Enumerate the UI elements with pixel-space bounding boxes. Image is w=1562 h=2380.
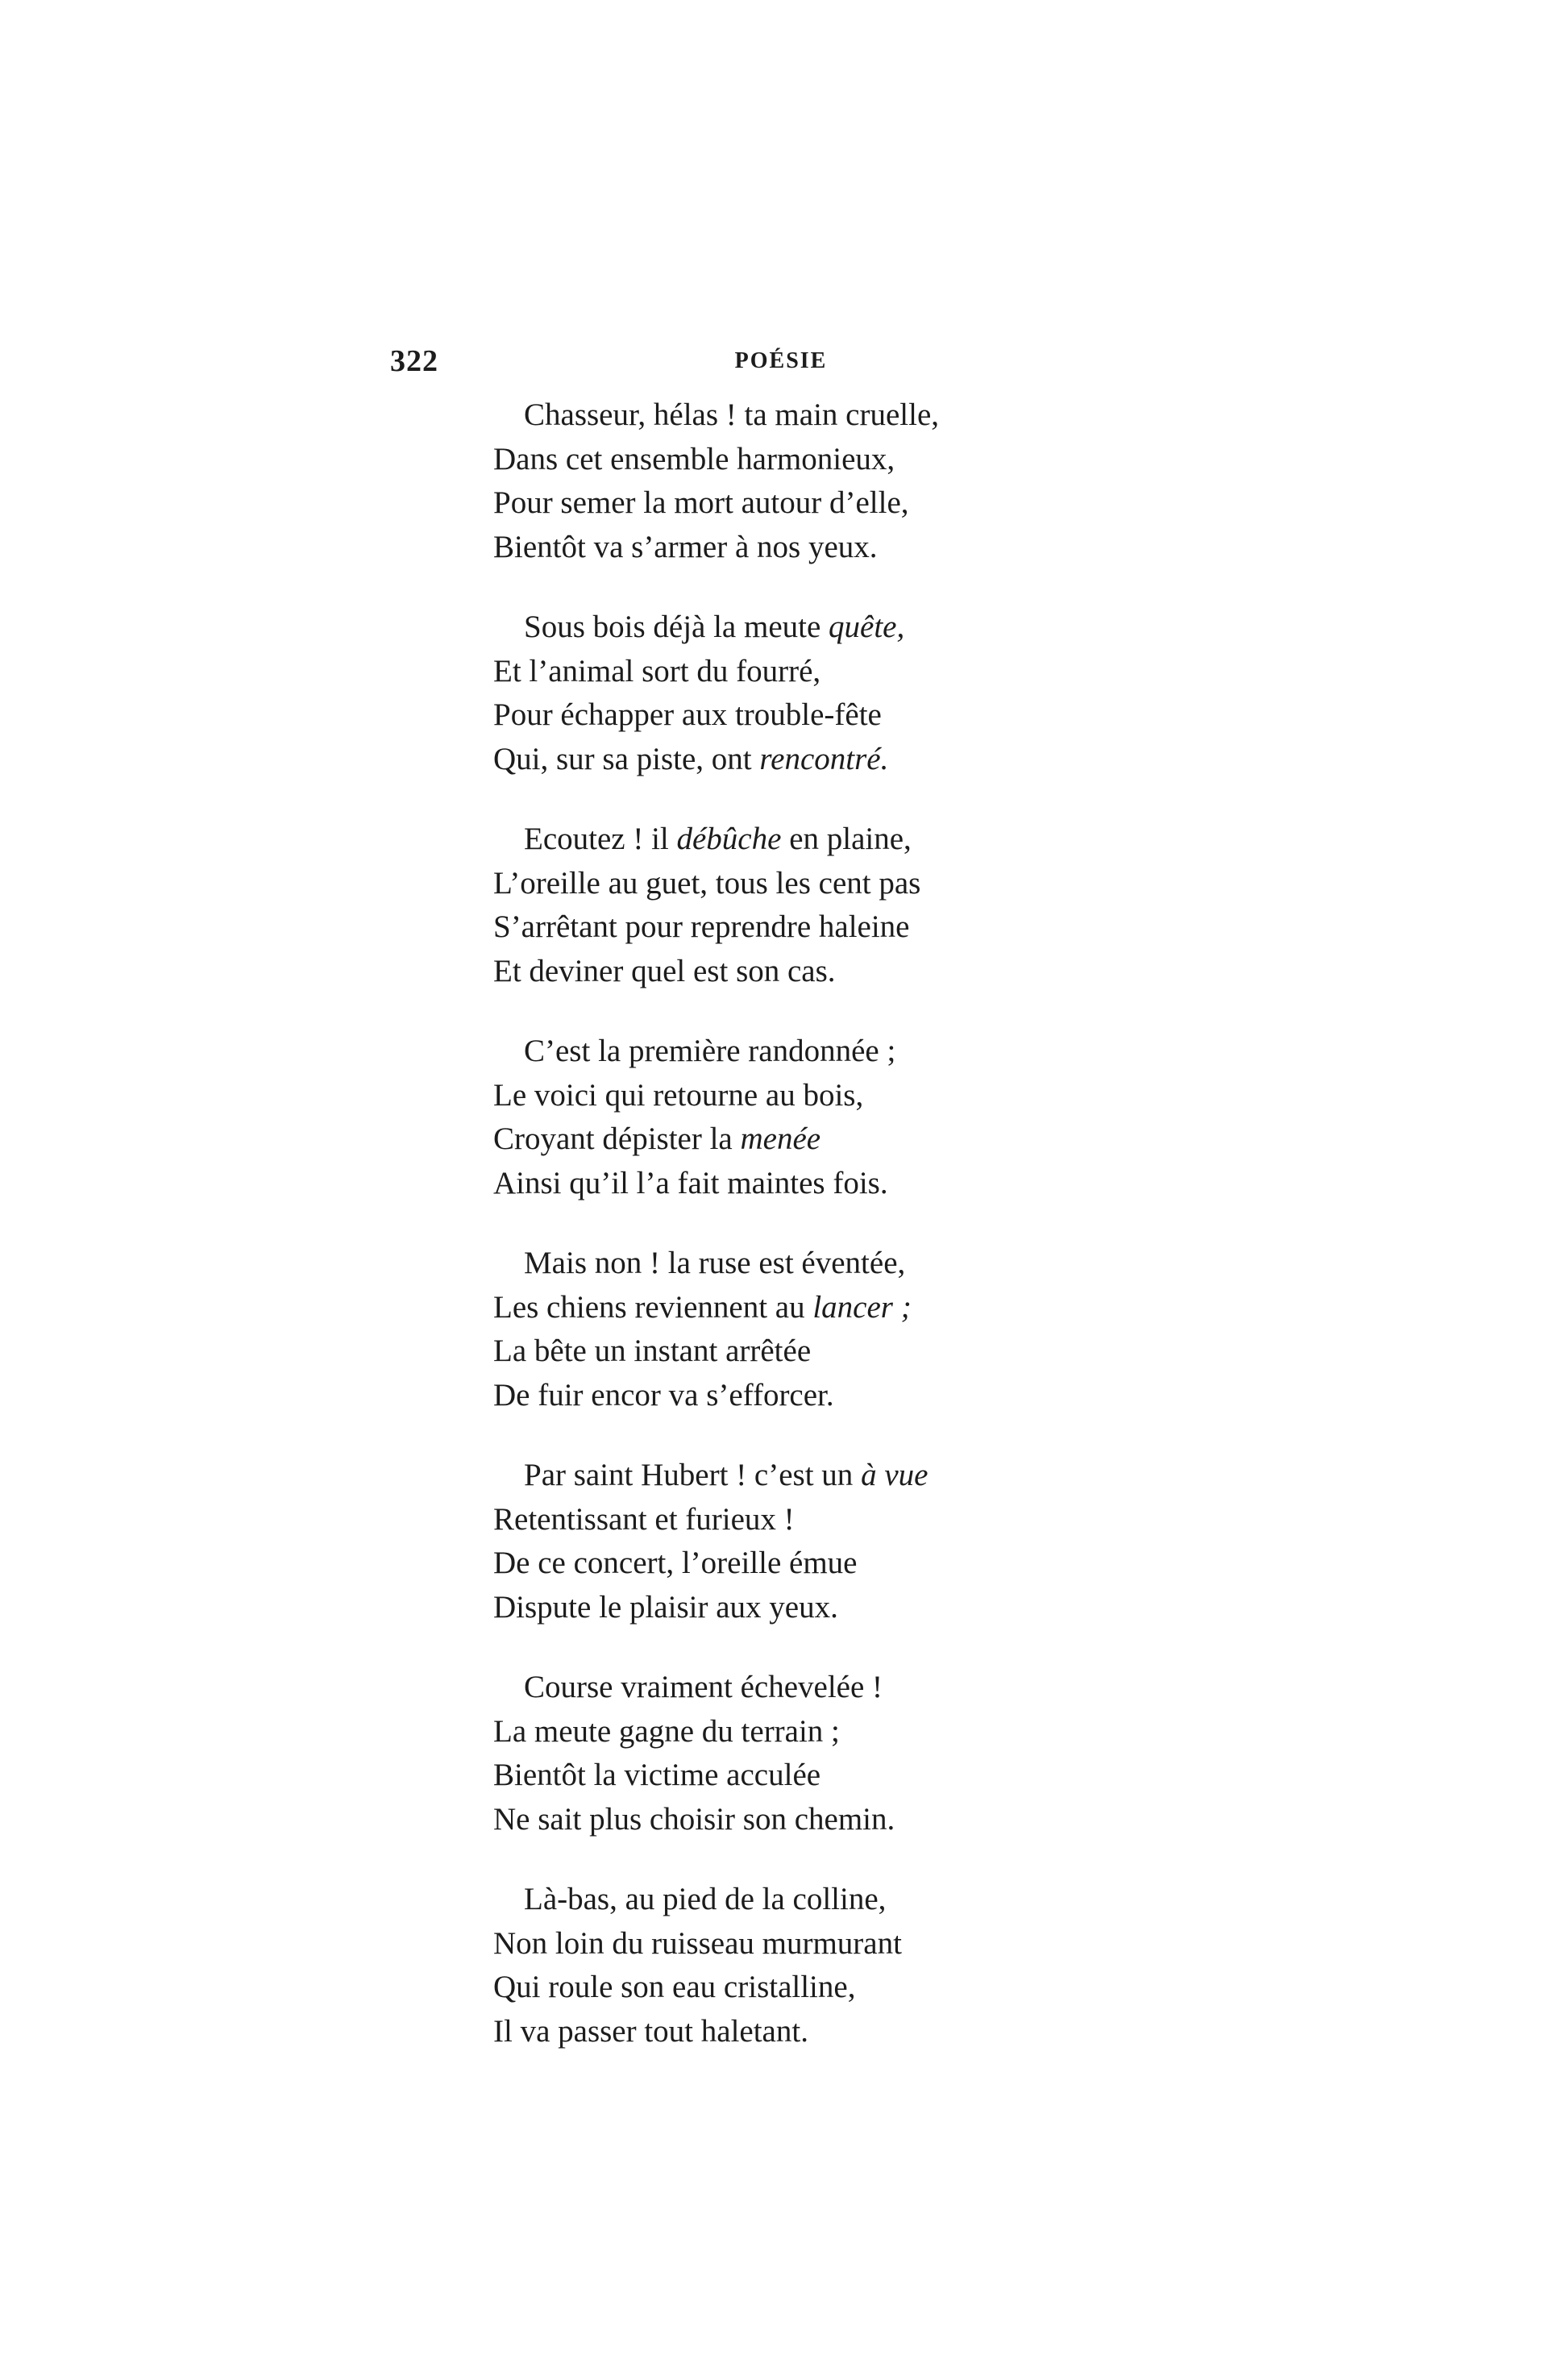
- verse-line: [493, 605, 1154, 650]
- verse-line: Bientôt va s’armer à nos yeux.: [493, 529, 878, 564]
- verse-line: [493, 1117, 1154, 1162]
- verse-line: L’oreille au guet, tous les cent pas: [493, 865, 921, 901]
- verse-line: Course vraiment échevelée !: [524, 1670, 883, 1704]
- running-title: POÉSIE: [734, 348, 828, 373]
- verse-line: Dans cet ensemble harmonieux,: [493, 441, 895, 476]
- verse-line: Mais non ! la ruse est éventée,: [524, 1246, 906, 1280]
- verse-line: Non loin du ruisseau murmurant: [493, 1925, 902, 1961]
- verse-text: Qui, sur sa piste, ont: [493, 741, 760, 776]
- verse-line: La meute gagne du terrain ;: [493, 1713, 840, 1749]
- stanza-5: [493, 1242, 1154, 1417]
- verse-line: De ce concert, l’oreille émue: [493, 1546, 858, 1580]
- stanza-1: [493, 393, 1154, 569]
- verse-line: Il va passer tout haletant.: [493, 2013, 808, 2049]
- verse-text: Les chiens reviennent au: [493, 1289, 813, 1325]
- verse-line: Bientôt la victime acculée: [493, 1758, 821, 1792]
- verse-text: en plaine,: [781, 822, 912, 856]
- stanza-2: [493, 605, 1154, 781]
- verse-line: Là-bas, au pied de la colline,: [524, 1882, 887, 1916]
- page-number: 322: [390, 344, 438, 378]
- verse-line: C’est la première randonnée ;: [524, 1034, 896, 1068]
- verse-line: Chasseur, hélas ! ta main cruelle,: [524, 397, 939, 432]
- verse-line: Ainsi qu’il l’a fait maintes fois.: [493, 1165, 888, 1200]
- verse-line: Dispute le plaisir aux yeux.: [493, 1589, 838, 1625]
- italic-word: débûche: [676, 822, 782, 856]
- verse-text: Sous bois déjà la meute: [524, 610, 829, 644]
- verse-line: De fuir encor va s’efforcer.: [493, 1377, 834, 1413]
- verse-line: S’arrêtant pour reprendre haleine: [493, 909, 910, 944]
- verse-line: Et l’animal sort du fourré,: [493, 653, 821, 689]
- verse-line: Et deviner quel est son cas.: [493, 953, 836, 988]
- verse-line: Qui roule son eau cristalline,: [493, 1970, 856, 2004]
- stanza-4: [493, 1030, 1154, 1205]
- verse-line: Le voici qui retourne au bois,: [493, 1077, 864, 1113]
- stanza-3: [493, 818, 1154, 993]
- stanza-6: [493, 1454, 1154, 1629]
- stanza-7: [493, 1666, 1154, 1841]
- stanza-8: [493, 1878, 1154, 2053]
- verse-line: [493, 1454, 1154, 1498]
- italic-word: quête,: [829, 610, 905, 644]
- poem: [493, 393, 1154, 2090]
- verse-text: Par saint Hubert ! c’est un: [524, 1458, 862, 1492]
- verse-line: [493, 818, 1154, 862]
- verse-line: Pour semer la mort autour d’elle,: [493, 485, 909, 520]
- verse-line: La bête un instant arrêtée: [493, 1334, 812, 1368]
- verse-line: Pour échapper aux trouble-fête: [493, 697, 882, 732]
- italic-word: rencontré.: [759, 741, 889, 776]
- verse-line: Retentissant et furieux !: [493, 1501, 795, 1537]
- verse-text: Croyant dépister la: [493, 1121, 741, 1156]
- italic-word: à vue: [861, 1458, 928, 1492]
- verse-text: Ecoutez ! il: [524, 822, 677, 856]
- verse-line: Ne sait plus choisir son chemin.: [493, 1801, 895, 1837]
- verse-line: [493, 738, 1154, 782]
- italic-word: lancer ;: [812, 1289, 912, 1325]
- verse-line: [493, 1286, 1154, 1330]
- italic-word: menée: [740, 1121, 821, 1156]
